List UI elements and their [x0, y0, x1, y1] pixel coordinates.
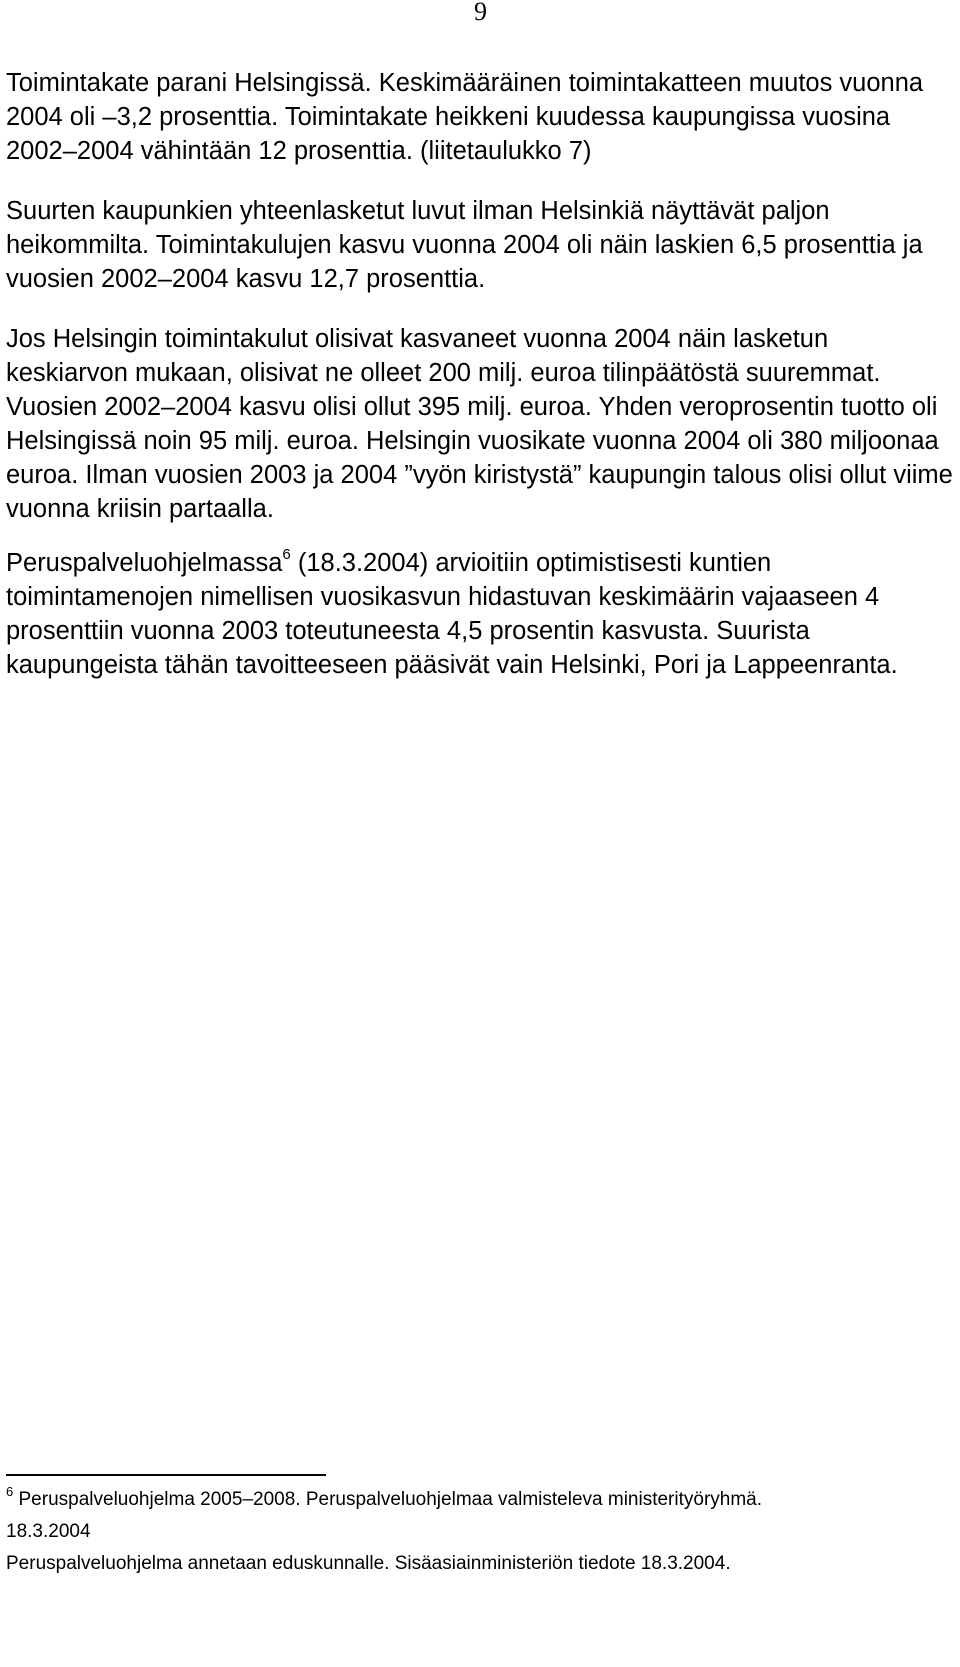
footnote-reference[interactable]: 6: [282, 546, 291, 563]
paragraph-2: [6, 194, 954, 296]
paragraph-text: Toimintakate parani Helsingissä. Keskimääräinen toimintakatteen muutos vuonna 2004 oli –3,2 prosenttia. Toimintakate heikkeni kuudessa kaupungissa vuosina 2002–2004 vähintään 12 prosenttia. (liitetaulukko 7): [6, 69, 924, 165]
paragraph-lead: Peruspalveluohjelmassa: [6, 549, 283, 577]
paragraph-text: Suurten kaupunkien yhteenlasketut luvut ilman Helsinkiä näyttävät paljon heikommilta. Toimintakulujen kasvu vuonna 2004 oli näin laskien 6,5 prosenttia ja vuosien 2002–2004 kasvu 12,7 prosenttia.: [6, 197, 923, 293]
paragraph-rest: (18.3.2004) arvioitiin optimistisesti kuntien toimintamenojen nimellisen vuosikasvun hidastuvan keskimäärin vajaaseen 4 prosenttiin vuonna 2003 toteutuneesta 4,5 prosentin kasvusta. Suurista kaupungeista tähän tavoitteeseen pääsivät vain Helsinki, Pori ja Lappeenranta.: [6, 549, 898, 679]
paragraph-4: [6, 546, 954, 682]
paragraph-text: [6, 546, 954, 682]
paragraph-text: Jos Helsingin toimintakulut olisivat kasvaneet vuonna 2004 näin lasketun keskiarvon mukaan, olisivat ne olleet 200 milj. euroa tilinpäätöstä suuremmat. Vuosien 2002–2004 kasvu olisi ollut 395 milj. euroa. Yhden veroprosentin tuotto oli Helsingissä noin 95 milj. euroa. Helsingin vuosikate vuonna 2004 oli 380 miljoonaa euroa. Ilman vuosien 2003 ja 2004 ”vyön kiristystä” kaupungin talous olisi ollut viime vuonna kriisin partaalla.: [6, 325, 953, 523]
footnote-separator: [6, 1474, 326, 1476]
footnote-line: Peruspalveluohjelma annetaan eduskunnalle. Sisäasiainministeriön tiedote 18.3.2004.: [6, 1553, 731, 1574]
page-number: 9: [474, 0, 487, 26]
paragraph-1: [6, 66, 954, 168]
footnote-text: Peruspalveluohjelma 2005–2008. Peruspalveluohjelmaa valmisteleva ministerityöryhmä.: [13, 1489, 763, 1510]
footnote-marker: 6: [6, 1484, 14, 1499]
footnote-line: [6, 1484, 954, 1516]
footnotes: [6, 1484, 954, 1580]
footnote-line: 18.3.2004: [6, 1521, 91, 1542]
paragraph-3: [6, 322, 954, 526]
